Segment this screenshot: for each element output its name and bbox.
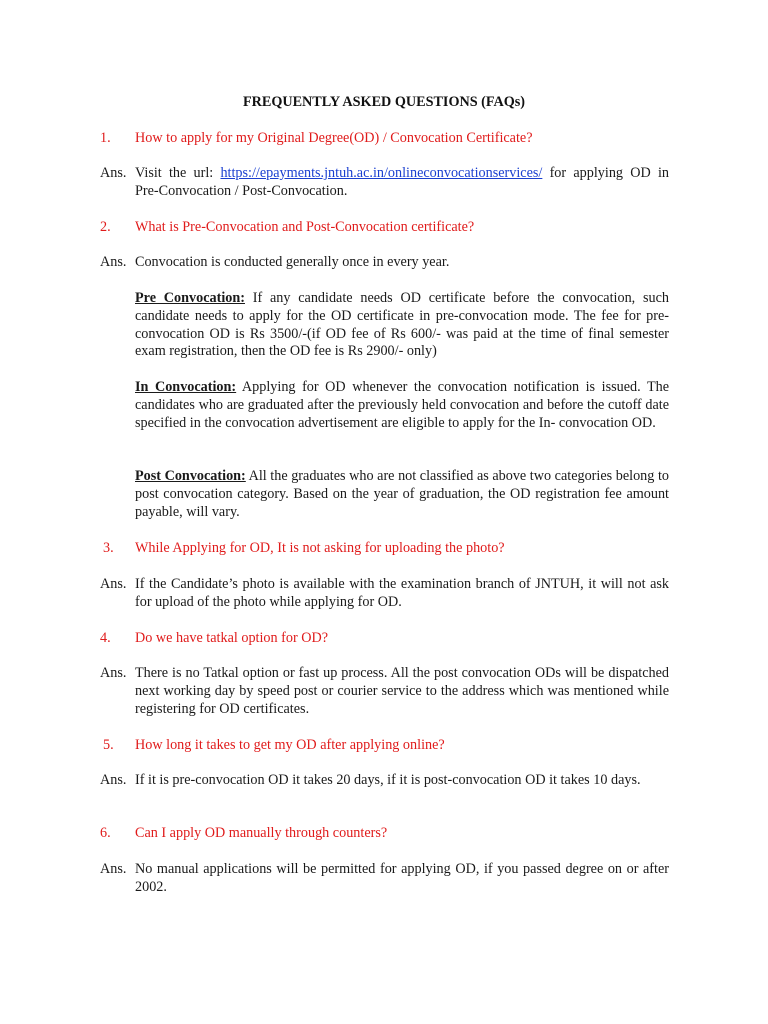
question-text: Can I apply OD manually through counters? <box>135 825 388 841</box>
question-number: 1. <box>100 130 111 146</box>
question-text: How to apply for my Original Degree(OD) / Convocation Certificate? <box>135 130 533 146</box>
answer-text-part: for applying OD in Pre-Convocation / Post-Convocation. <box>135 165 669 199</box>
answer-text <box>135 165 669 201</box>
question-number: 2. <box>100 219 111 235</box>
question-text: While Applying for OD, It is not asking for uploading the photo? <box>135 540 505 556</box>
term-label: In Convocation: <box>135 379 237 395</box>
term-description: Applying for OD whenever the convocation notification is issued. The candidates who are graduated after the previously held convocation and before the cutoff date specified in the convocation advertisement are eligible to apply for the In- convocation OD. <box>135 379 669 431</box>
answer-text: No manual applications will be permitted for applying OD, if you passed degree on or after 2002. <box>135 861 669 895</box>
question-number: 6. <box>100 825 111 841</box>
in-convocation-paragraph <box>135 379 669 432</box>
answer-text: If the Candidate’s photo is available with the examination branch of JNTUH, it will not ask for upload of the photo while applying for OD. <box>135 576 669 610</box>
answer-label: Ans. <box>100 665 127 681</box>
question-text: Do we have tatkal option for OD? <box>135 630 329 646</box>
pre-convocation-paragraph <box>135 290 669 361</box>
answer-label: Ans. <box>100 165 127 181</box>
question-text: How long it takes to get my OD after applying online? <box>135 737 445 753</box>
term-description: All the graduates who are not classified as above two categories belong to post convocation category. Based on the year of graduation, the OD registration fee amount payable, will vary. <box>135 468 669 520</box>
question-number: 5. <box>103 737 114 753</box>
post-convocation-paragraph <box>135 468 669 521</box>
convocation-services-link[interactable]: https://epayments.jntuh.ac.in/onlineconvocationservices/ <box>220 165 543 181</box>
question-text: What is Pre-Convocation and Post-Convocation certificate? <box>135 219 475 235</box>
term-label: Post Convocation: <box>135 468 246 484</box>
answer-text: There is no Tatkal option or fast up process. All the post convocation ODs will be dispatched next working day by speed post or courier service to the address which was mentioned while registering for OD certificates. <box>135 665 669 717</box>
answer-label: Ans. <box>100 861 127 877</box>
term-label: Pre Convocation: <box>135 290 245 306</box>
document-title: FREQUENTLY ASKED QUESTIONS (FAQs) <box>242 94 526 110</box>
answer-label: Ans. <box>100 576 127 592</box>
answer-text: If it is pre-convocation OD it takes 20 days, if it is post-convocation OD it takes 10 days. <box>135 772 641 788</box>
answer-text: Convocation is conducted generally once in every year. <box>135 254 450 270</box>
question-number: 4. <box>100 630 111 646</box>
term-description: If any candidate needs OD certificate before the convocation, such candidate needs to apply for the OD certificate in pre-convocation mode. The fee for pre-convocation OD is Rs 3500/-(if OD fee of Rs 600/- was paid at the time of final semester exam registration, then the OD fee is Rs 2900/- only) <box>135 290 669 360</box>
answer-label: Ans. <box>100 772 127 788</box>
answer-text-part: Visit the url: <box>135 165 221 181</box>
answer-label: Ans. <box>100 254 127 270</box>
question-number: 3. <box>103 540 114 556</box>
